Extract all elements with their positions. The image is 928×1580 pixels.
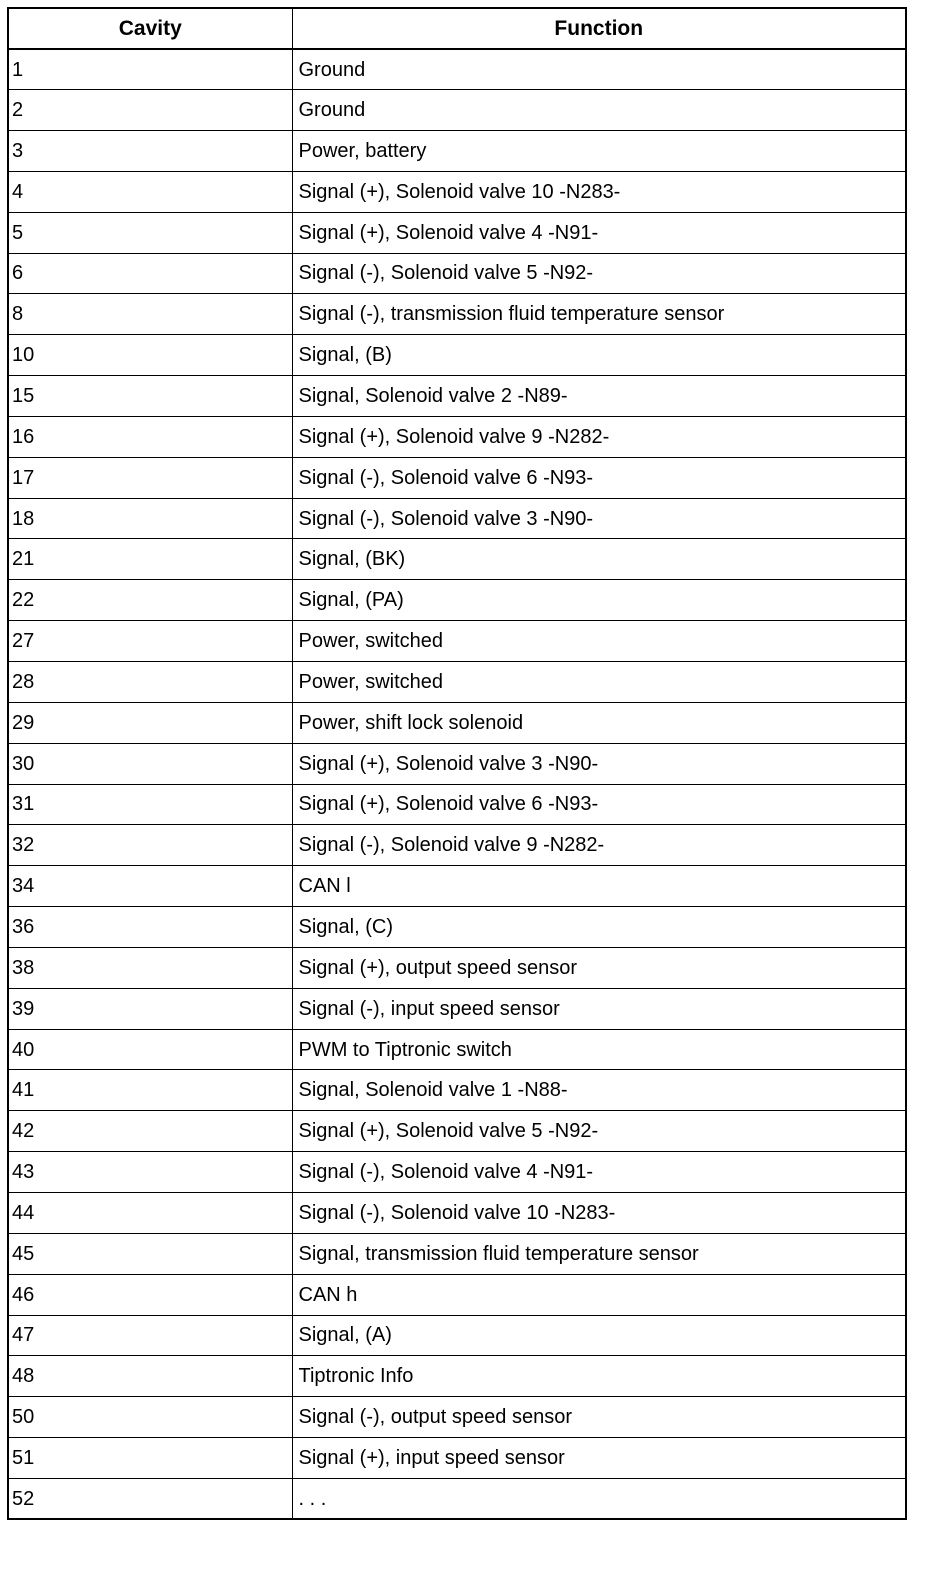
table-row bbox=[8, 294, 906, 335]
table-row bbox=[8, 1111, 906, 1152]
function-cell: Signal (-), Solenoid valve 4 -N91- bbox=[292, 1152, 906, 1193]
table-row bbox=[8, 1397, 906, 1438]
function-cell: Signal (-), Solenoid valve 9 -N282- bbox=[292, 825, 906, 866]
table-row bbox=[8, 171, 906, 212]
function-cell: Power, battery bbox=[292, 131, 906, 172]
function-cell: Signal (+), Solenoid valve 10 -N283- bbox=[292, 171, 906, 212]
function-cell: Signal (+), Solenoid valve 6 -N93- bbox=[292, 784, 906, 825]
function-cell: Signal, (A) bbox=[292, 1315, 906, 1356]
cavity-cell: 34 bbox=[8, 866, 292, 907]
cavity-cell: 21 bbox=[8, 539, 292, 580]
cavity-cell: 45 bbox=[8, 1233, 292, 1274]
function-cell: Signal (-), transmission fluid temperature sensor bbox=[292, 294, 906, 335]
table-row bbox=[8, 539, 906, 580]
cavity-cell: 6 bbox=[8, 253, 292, 294]
function-cell: Signal (-), Solenoid valve 5 -N92- bbox=[292, 253, 906, 294]
function-cell: Ground bbox=[292, 49, 906, 90]
function-cell: Signal (+), Solenoid valve 3 -N90- bbox=[292, 743, 906, 784]
table-row bbox=[8, 1029, 906, 1070]
function-cell: Signal, (BK) bbox=[292, 539, 906, 580]
table-row bbox=[8, 784, 906, 825]
cavity-cell: 41 bbox=[8, 1070, 292, 1111]
table-row bbox=[8, 947, 906, 988]
cavity-cell: 39 bbox=[8, 988, 292, 1029]
function-cell: Signal, (PA) bbox=[292, 580, 906, 621]
function-cell: Signal (-), Solenoid valve 3 -N90- bbox=[292, 498, 906, 539]
cavity-cell: 29 bbox=[8, 702, 292, 743]
cavity-cell: 8 bbox=[8, 294, 292, 335]
table-row bbox=[8, 702, 906, 743]
table-row bbox=[8, 376, 906, 417]
cavity-cell: 10 bbox=[8, 335, 292, 376]
cavity-cell: 40 bbox=[8, 1029, 292, 1070]
cavity-cell: 17 bbox=[8, 457, 292, 498]
table-row bbox=[8, 1438, 906, 1479]
cavity-cell: 43 bbox=[8, 1152, 292, 1193]
function-cell: Signal (-), Solenoid valve 6 -N93- bbox=[292, 457, 906, 498]
header-cavity: Cavity bbox=[8, 8, 292, 49]
function-cell: Power, shift lock solenoid bbox=[292, 702, 906, 743]
cavity-cell: 1 bbox=[8, 49, 292, 90]
table-row bbox=[8, 212, 906, 253]
cavity-cell: 51 bbox=[8, 1438, 292, 1479]
table-body bbox=[8, 49, 906, 1519]
function-cell: PWM to Tiptronic switch bbox=[292, 1029, 906, 1070]
table-row bbox=[8, 1233, 906, 1274]
table-row bbox=[8, 1152, 906, 1193]
cavity-cell: 2 bbox=[8, 90, 292, 131]
header-row bbox=[8, 8, 906, 49]
cavity-cell: 50 bbox=[8, 1397, 292, 1438]
table-row bbox=[8, 825, 906, 866]
cavity-cell: 27 bbox=[8, 621, 292, 662]
function-cell: Signal (+), Solenoid valve 5 -N92- bbox=[292, 1111, 906, 1152]
function-cell: Signal (+), output speed sensor bbox=[292, 947, 906, 988]
table-row bbox=[8, 907, 906, 948]
function-cell: CAN l bbox=[292, 866, 906, 907]
cavity-cell: 47 bbox=[8, 1315, 292, 1356]
table-row bbox=[8, 866, 906, 907]
cavity-cell: 28 bbox=[8, 662, 292, 703]
function-cell: . . . bbox=[292, 1478, 906, 1519]
function-cell: Signal, Solenoid valve 1 -N88- bbox=[292, 1070, 906, 1111]
table-row bbox=[8, 49, 906, 90]
function-cell: Signal (+), Solenoid valve 4 -N91- bbox=[292, 212, 906, 253]
header-function: Function bbox=[292, 8, 906, 49]
cavity-cell: 42 bbox=[8, 1111, 292, 1152]
function-cell: Signal (-), Solenoid valve 10 -N283- bbox=[292, 1192, 906, 1233]
table-row bbox=[8, 1192, 906, 1233]
table-row bbox=[8, 1356, 906, 1397]
function-cell: Signal (-), input speed sensor bbox=[292, 988, 906, 1029]
table-row bbox=[8, 457, 906, 498]
cavity-cell: 36 bbox=[8, 907, 292, 948]
cavity-cell: 5 bbox=[8, 212, 292, 253]
function-cell: Power, switched bbox=[292, 662, 906, 703]
cavity-cell: 3 bbox=[8, 131, 292, 172]
table-row bbox=[8, 1274, 906, 1315]
cavity-function-table bbox=[7, 7, 907, 1520]
table-row bbox=[8, 621, 906, 662]
cavity-cell: 22 bbox=[8, 580, 292, 621]
cavity-cell: 44 bbox=[8, 1192, 292, 1233]
function-cell: Signal (-), output speed sensor bbox=[292, 1397, 906, 1438]
table-row bbox=[8, 416, 906, 457]
function-cell: Signal, (B) bbox=[292, 335, 906, 376]
table-header bbox=[8, 8, 906, 49]
function-cell: Signal, Solenoid valve 2 -N89- bbox=[292, 376, 906, 417]
function-cell: Signal, transmission fluid temperature sensor bbox=[292, 1233, 906, 1274]
cavity-cell: 18 bbox=[8, 498, 292, 539]
table-row bbox=[8, 1478, 906, 1519]
table-row bbox=[8, 498, 906, 539]
cavity-cell: 15 bbox=[8, 376, 292, 417]
table-row bbox=[8, 1315, 906, 1356]
cavity-cell: 32 bbox=[8, 825, 292, 866]
table-row bbox=[8, 1070, 906, 1111]
table-row bbox=[8, 335, 906, 376]
table-row bbox=[8, 988, 906, 1029]
function-cell: Power, switched bbox=[292, 621, 906, 662]
function-cell: Signal (+), input speed sensor bbox=[292, 1438, 906, 1479]
function-cell: Signal (+), Solenoid valve 9 -N282- bbox=[292, 416, 906, 457]
cavity-cell: 48 bbox=[8, 1356, 292, 1397]
table-row bbox=[8, 253, 906, 294]
cavity-cell: 38 bbox=[8, 947, 292, 988]
table-row bbox=[8, 131, 906, 172]
cavity-cell: 52 bbox=[8, 1478, 292, 1519]
table-row bbox=[8, 662, 906, 703]
cavity-cell: 16 bbox=[8, 416, 292, 457]
cavity-cell: 30 bbox=[8, 743, 292, 784]
table-row bbox=[8, 580, 906, 621]
function-cell: Ground bbox=[292, 90, 906, 131]
cavity-cell: 4 bbox=[8, 171, 292, 212]
table-row bbox=[8, 743, 906, 784]
function-cell: CAN h bbox=[292, 1274, 906, 1315]
function-cell: Signal, (C) bbox=[292, 907, 906, 948]
cavity-cell: 46 bbox=[8, 1274, 292, 1315]
cavity-cell: 31 bbox=[8, 784, 292, 825]
function-cell: Tiptronic Info bbox=[292, 1356, 906, 1397]
table-row bbox=[8, 90, 906, 131]
